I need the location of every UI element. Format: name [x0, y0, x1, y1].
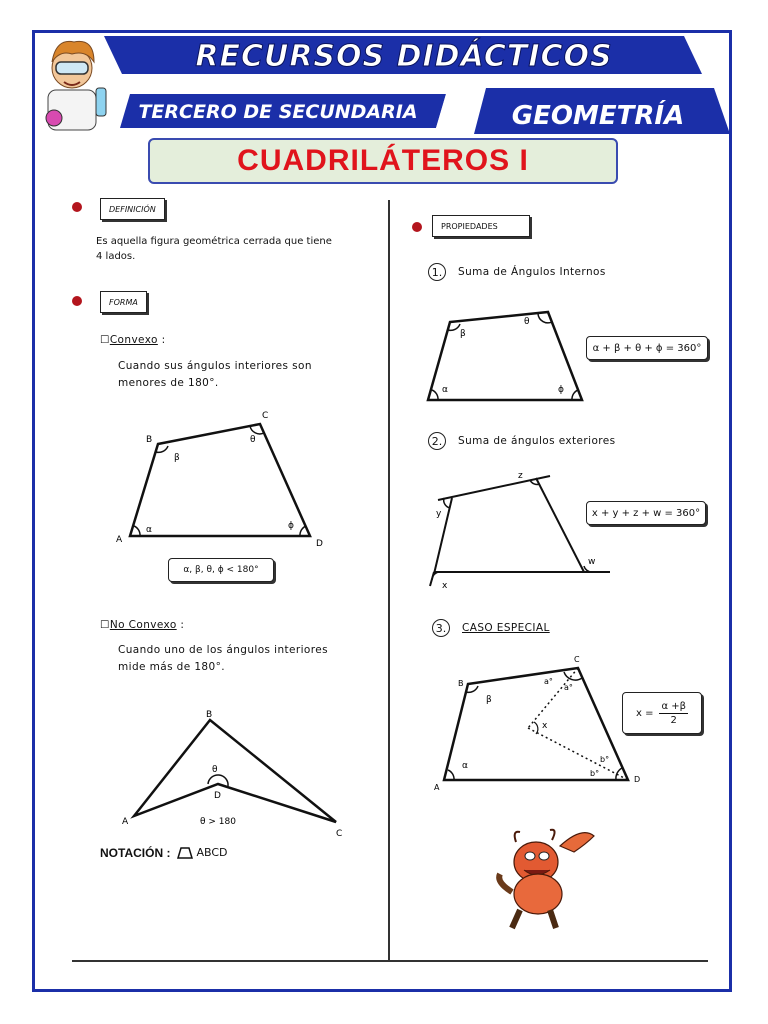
- subject-text: GEOMETRÍA: [511, 101, 685, 131]
- vertex-D: D: [316, 539, 323, 549]
- noconvexo-label: No Convexo: [109, 619, 177, 631]
- noconvexo-heading: ☐No Convexo :: [100, 619, 185, 631]
- bullet-forma: [72, 296, 82, 306]
- vertex-C: C: [336, 829, 343, 839]
- vertex-B: B: [206, 710, 213, 720]
- convexo-desc-1: Cuando sus ángulos interiores son: [118, 360, 312, 372]
- exterior-y: y: [436, 509, 442, 519]
- angle-beta: β: [460, 329, 466, 339]
- prop3-text: CASO ESPECIAL: [462, 622, 550, 634]
- bottom-divider: [72, 960, 708, 962]
- angle-theta: θ: [524, 317, 530, 327]
- exterior-w: w: [588, 557, 596, 567]
- angle-b1: b°: [600, 755, 610, 764]
- quadrilateral-symbol-icon: [176, 847, 194, 859]
- noconvexo-desc-1: Cuando uno de los ángulos interiores: [118, 644, 328, 656]
- convexo-label: Convexo: [109, 334, 158, 346]
- prop2-formula: x + y + z + w = 360°: [586, 501, 706, 525]
- prop2-text: Suma de ángulos exteriores: [458, 435, 616, 447]
- notation-line: [100, 845, 227, 861]
- noconvexo-desc-2: mide más de 180°.: [118, 661, 225, 673]
- convexo-desc-2: menores de 180°.: [118, 377, 219, 389]
- exterior-angles-figure: [420, 462, 620, 592]
- angle-alpha: α: [462, 761, 468, 771]
- notation-value: ABCD: [196, 846, 228, 859]
- vertex-B: B: [458, 679, 464, 688]
- convex-quadrilateral-figure: [110, 400, 340, 550]
- prop3-denominator: 2: [670, 714, 677, 726]
- prop2-number: 2.: [428, 432, 446, 450]
- noconvexo-condition: θ > 180: [200, 817, 236, 827]
- brand-text: RECURSOS DIDÁCTICOS: [195, 39, 613, 74]
- nonconvex-quadrilateral-figure: [116, 704, 356, 840]
- prop1-number: 1.: [428, 263, 446, 281]
- bullet-propiedades: [412, 222, 422, 232]
- angle-phi: ϕ: [558, 385, 564, 395]
- definition-text-2: 4 lados.: [96, 251, 136, 262]
- prop3-numerator: α +β: [661, 700, 686, 712]
- cartoon-creature-illustration: [490, 822, 600, 934]
- vertex-C: C: [574, 655, 580, 664]
- bullet-definition: [72, 202, 82, 212]
- angle-theta: θ: [250, 435, 256, 445]
- angle-alpha: α: [442, 385, 448, 395]
- angle-theta: θ: [212, 765, 218, 775]
- checkbox-icon: ☐: [100, 619, 110, 631]
- notation-label: NOTACIÓN :: [100, 846, 171, 860]
- interior-angles-figure: [420, 300, 590, 410]
- prop1-text: Suma de Ángulos Internos: [458, 266, 606, 278]
- convexo-heading: ☐Convexo :: [100, 334, 166, 346]
- vertex-B: B: [146, 435, 153, 445]
- exterior-z: z: [518, 471, 523, 481]
- prop1-formula: α + β + θ + ϕ = 360°: [586, 336, 708, 360]
- vertex-A: A: [434, 783, 440, 792]
- page-title: CUADRILÁTEROS I: [148, 138, 618, 184]
- angle-a2: a°: [564, 683, 573, 692]
- column-divider: [388, 200, 390, 962]
- convexo-formula: α, β, θ, ϕ < 180°: [168, 558, 274, 582]
- prop3-formula-lhs: x =: [635, 707, 654, 719]
- checkbox-icon: ☐: [100, 334, 110, 346]
- forma-tag: FORMA: [100, 291, 147, 313]
- definition-tag: DEFINICIÓN: [100, 198, 165, 220]
- special-case-figure: [430, 650, 646, 794]
- angle-a1: a°: [544, 677, 553, 686]
- angle-b2: b°: [590, 769, 600, 778]
- angle-x: x: [542, 721, 548, 731]
- angle-beta: β: [174, 453, 180, 463]
- vertex-D: D: [634, 775, 641, 784]
- prop3-fraction: [659, 700, 688, 727]
- angle-phi: ϕ: [288, 521, 294, 531]
- header-banner: [34, 32, 730, 134]
- prop3-formula: [622, 692, 702, 734]
- propiedades-tag: PROPIEDADES: [432, 215, 530, 237]
- exterior-x: x: [442, 581, 448, 591]
- angle-alpha: α: [146, 525, 152, 535]
- level-text: TERCERO DE SECUNDARIA: [138, 101, 418, 123]
- angle-beta: β: [486, 695, 492, 705]
- prop3-number: 3.: [432, 619, 450, 637]
- vertex-C: C: [262, 411, 269, 421]
- vertex-A: A: [116, 535, 123, 545]
- vertex-D: D: [214, 791, 221, 801]
- vertex-A: A: [122, 817, 129, 827]
- scientist-illustration: [46, 41, 106, 130]
- definition-text-1: Es aquella figura geométrica cerrada que tiene: [96, 236, 332, 247]
